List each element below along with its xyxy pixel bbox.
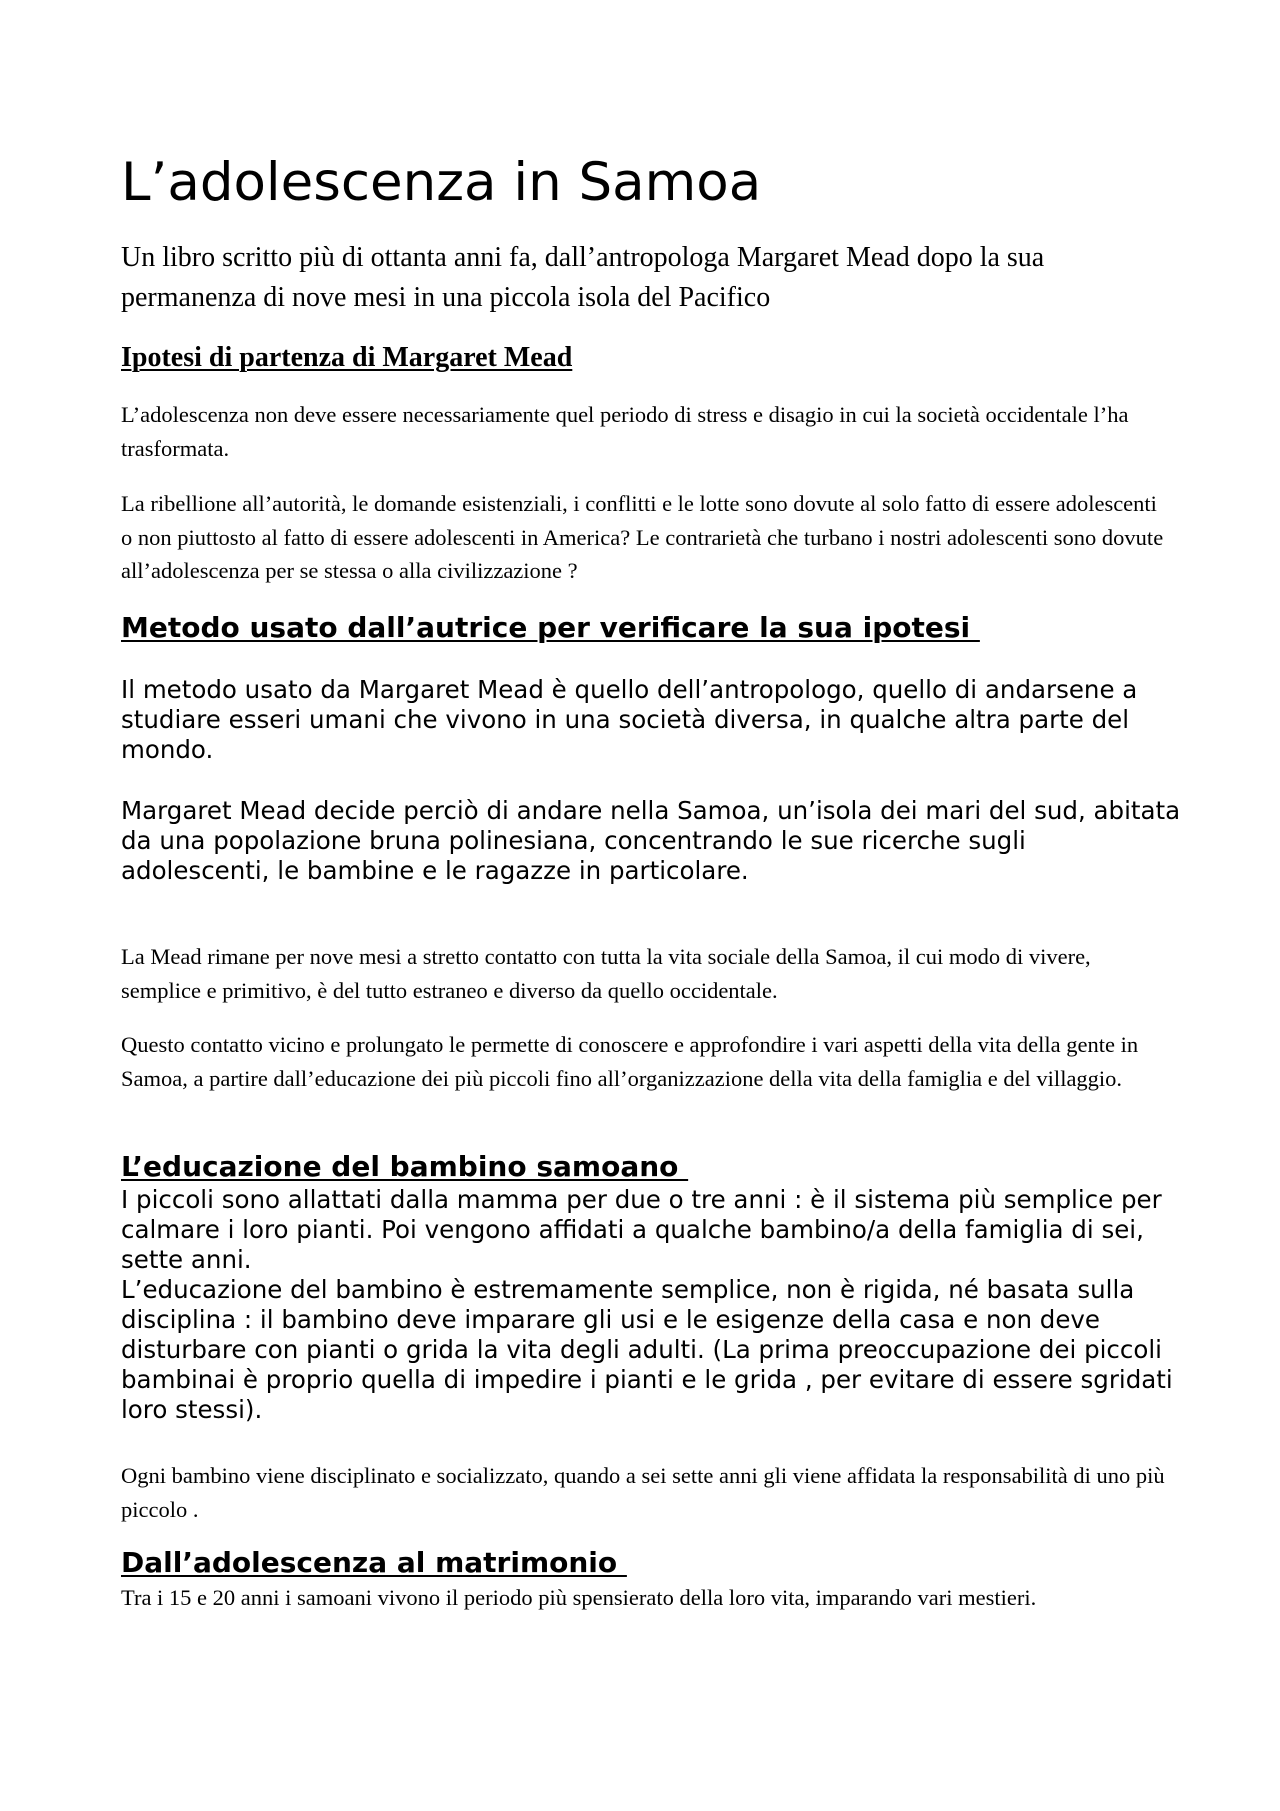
document-subtitle: Un libro scritto più di ottanta anni fa, dall’antropologa Margaret Mead dopo la sua permanenza di nove mesi in una piccola isola del Pacifico: [121, 242, 1045, 313]
paragraph-metodo-4: Questo contatto vicino e prolungato le permette di conoscere e approfondire i vari aspetti della vita della gente in Samoa, a partire dall’educazione dei più piccoli fino all’organizzazione della vita della famiglia e del villaggio.: [121, 1032, 1139, 1091]
section-heading-ipotesi: Ipotesi di partenza di Margaret Mead: [121, 342, 573, 373]
paragraph-metodo-1: Il metodo usato da Margaret Mead è quello dell’antropologo, quello di andarsene a studiare esseri umani che vivono in una società diversa, in qualche altra parte del mondo.: [121, 675, 1138, 764]
section-heading-metodo: Metodo usato dall’autrice per verificare la sua ipotesi: [121, 611, 980, 644]
paragraph-educazione-2: L’educazione del bambino è estremamente semplice, non è rigida, né basata sulla disciplina : il bambino deve imparare gli usi e le esigenze della casa e non deve disturbare con pianti o grida la vita degli adulti. (La prima preoccupazione dei piccoli bambinai è proprio quella di impedire i pianti e le grida , per evitare di essere sgridati loro stessi).: [121, 1275, 1173, 1424]
paragraph-ipotesi-1: L’adolescenza non deve essere necessariamente quel periodo di stress e disagio in cui la società occidentale l’ha trasformata.: [121, 402, 1129, 461]
paragraph-educazione-3: Ogni bambino viene disciplinato e socializzato, quando a sei sette anni gli viene affidata la responsabilità di uno più piccolo .: [121, 1463, 1165, 1522]
paragraph-metodo-3: La Mead rimane per nove mesi a stretto contatto con tutta la vita sociale della Samoa, il cui modo di vivere, semplice e primitivo, è del tutto estraneo e diverso da quello occidentale.: [121, 944, 1091, 1003]
paragraph-matrimonio-1: Tra i 15 e 20 anni i samoani vivono il periodo più spensierato della loro vita, imparando vari mestieri.: [121, 1585, 1037, 1610]
document-title: L’adolescenza in Samoa: [121, 152, 762, 213]
section-heading-educazione: L’educazione del bambino samoano: [121, 1150, 689, 1183]
paragraph-educazione-1: I piccoli sono allattati dalla mamma per due o tre anni : è il sistema più semplice per calmare i loro pianti. Poi vengono affidati a qualche bambino/a della famiglia di sei, sette anni.: [121, 1185, 1162, 1274]
section-heading-matrimonio: Dall’adolescenza al matrimonio: [121, 1546, 627, 1579]
paragraph-ipotesi-2: La ribellione all’autorità, le domande esistenziali, i conflitti e le lotte sono dovute al solo fatto di essere adolescenti o non piuttosto al fatto di essere adolescenti in America? Le contrarietà che turbano i nostri adolescenti sono dovute all’adolescenza per se stessa o alla civilizzazione ?: [121, 491, 1164, 583]
paragraph-metodo-2: Margaret Mead decide perciò di andare nella Samoa, un’isola dei mari del sud, abitata da una popolazione bruna polinesiana, concentrando le sue ricerche sugli adolescenti, le bambine e le ragazze in particolare.: [121, 796, 1181, 885]
